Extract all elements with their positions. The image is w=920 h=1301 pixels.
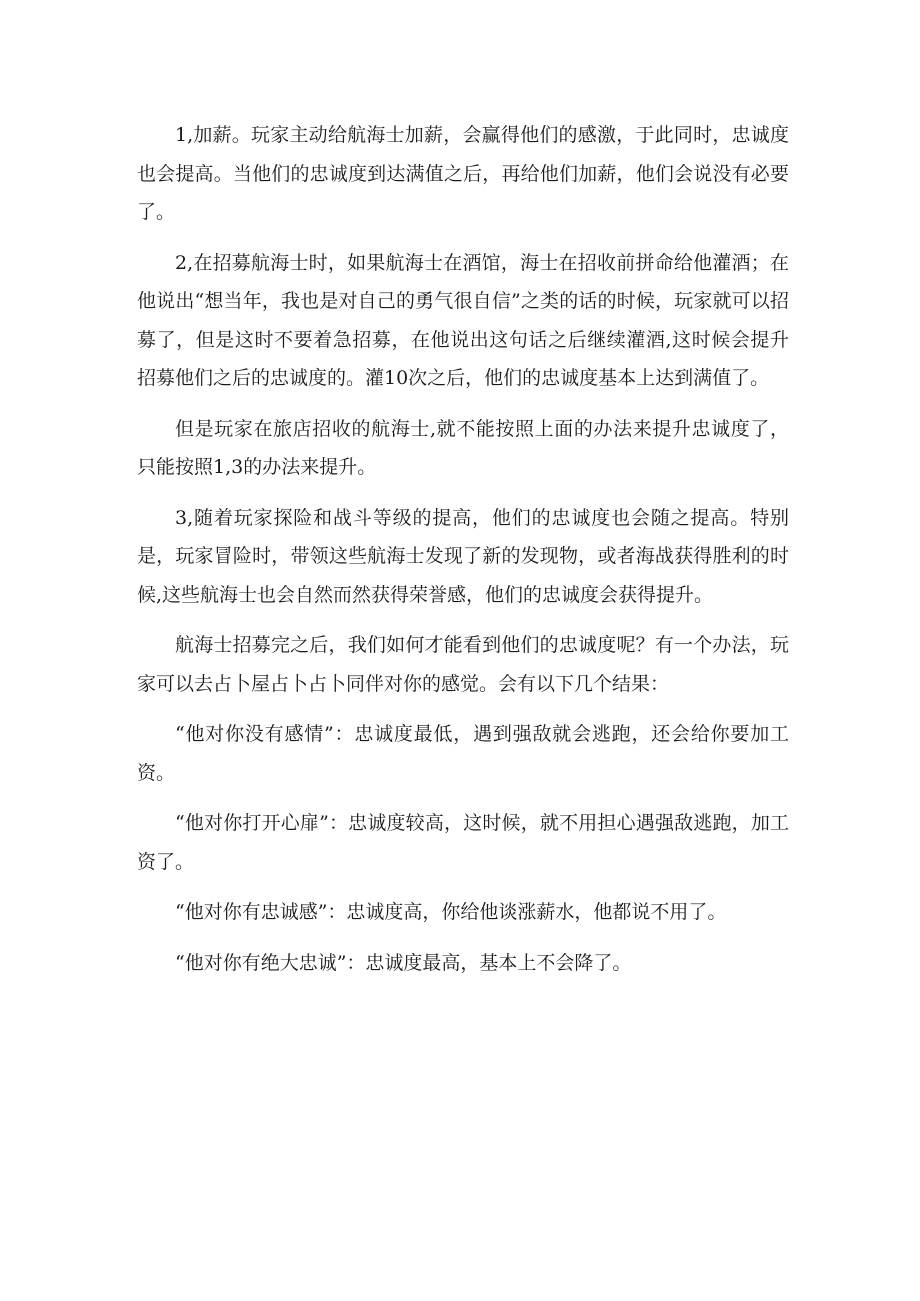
paragraph-tavern-recruit: 2,在招募航海士时，如果航海士在酒馆，海士在招收前拼命给他灌酒；在他说出“想当年，我也是对自己的勇气很自信”之类的话的时候，玩家就可以招募了，但是这时不要着急招募，在他说出这句话之后继续灌酒,这时候会提升招募他们之后的忠诚度的。灌10次之后，他们的忠诚度基本上达到满值了。	[137, 251, 789, 389]
paragraph-raise-salary: 1,加薪。玩家主动给航海士加薪，会赢得他们的感激，于此同时，忠诚度也会提高。当他们的忠诚度到达满值之后，再给他们加薪，他们会说没有必要了。	[137, 124, 789, 223]
paragraph-result-open-heart: “他对你打开心扉”：忠诚度较高，这时候，就不用担心遇强敌逃跑，加工资了。	[137, 812, 789, 873]
paragraph-result-no-feeling: “他对你没有感情”：忠诚度最低，遇到强敌就会逃跑，还会给你要加工资。	[137, 723, 789, 784]
paragraph-inn-recruit: 但是玩家在旅店招收的航海士,就不能按照上面的办法来提升忠诚度了，只能按照1,3的办法来提升。	[137, 417, 789, 478]
paragraph-result-loyal: “他对你有忠诚感”：忠诚度高，你给他谈涨薪水，他都说不用了。	[175, 901, 727, 923]
document-body	[137, 116, 789, 994]
paragraph-level-increase: 3,随着玩家探险和战斗等级的提高，他们的忠诚度也会随之提高。特别是，玩家冒险时，带领这些航海士发现了新的发现物，或者海战获得胜利的时候,这些航海士也会自然而然获得荣誉感，他们的忠诚度会获得提升。	[137, 506, 789, 606]
paragraph-fortune-teller: 航海士招募完之后，我们如何才能看到他们的忠诚度呢？有一个办法，玩家可以去占卜屋占卜占卜同伴对你的感觉。会有以下几个结果：	[137, 634, 789, 695]
paragraph-result-very-loyal: “他对你有绝大忠诚”：忠诚度最高，基本上不会降了。	[175, 951, 632, 974]
